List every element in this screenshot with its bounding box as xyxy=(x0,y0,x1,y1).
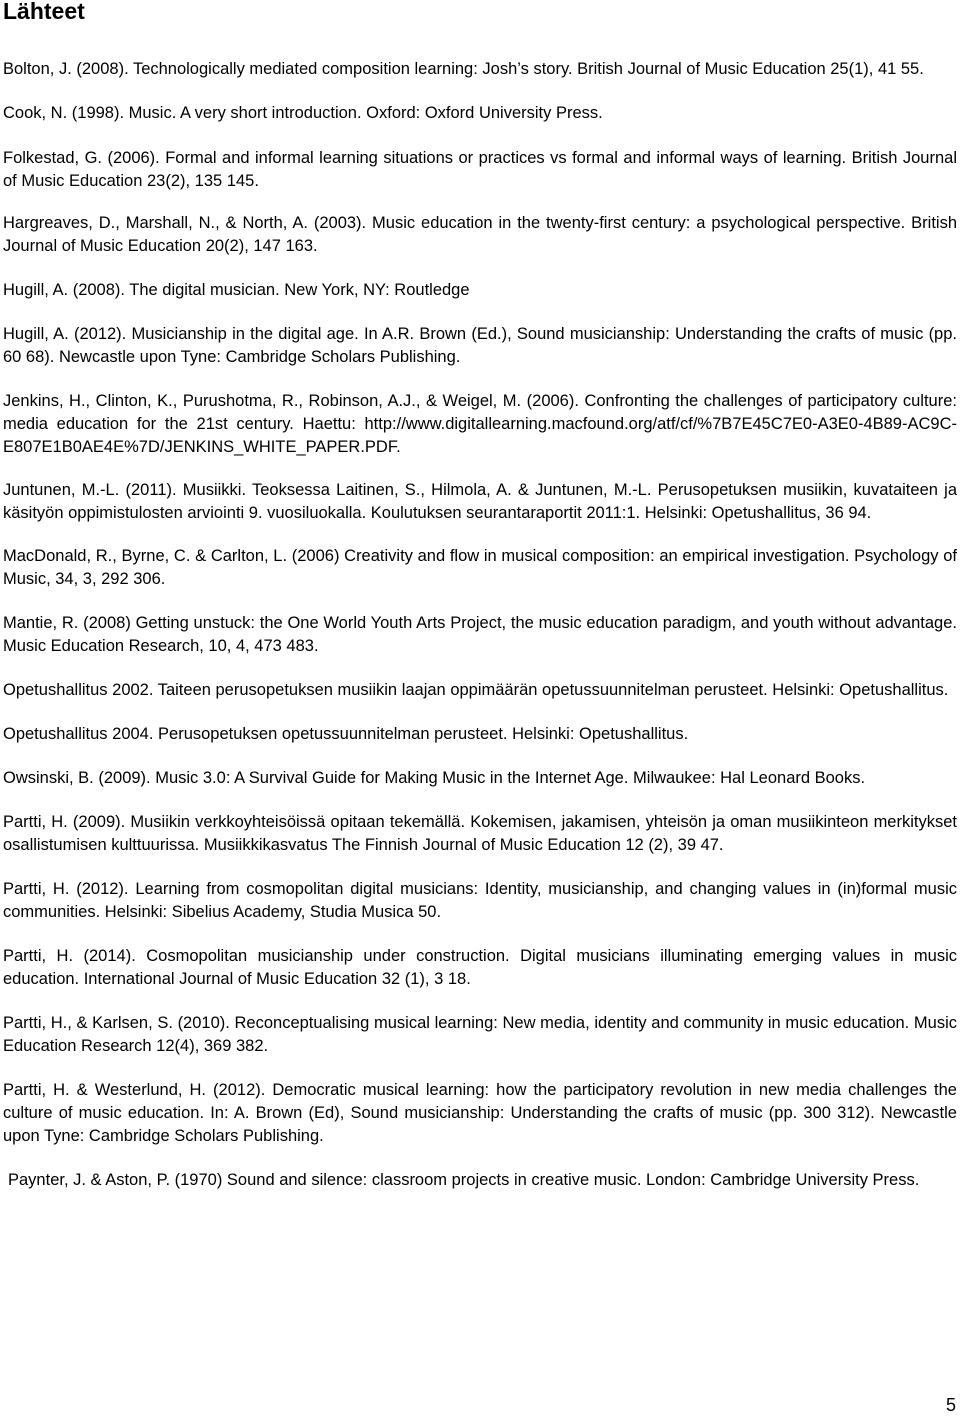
reference-item: Jenkins, H., Clinton, K., Purushotma, R., Robinson, A.J., & Weigel, M. (2006). Confronting the challenges of participatory culture: media education for the 21st century. Haettu: http://www.digitallearning.macfound.org/atf/cf/%7B7E45C7E0-A3E0-4B89-AC9C-E807E1B0AE4E%7D/JENKINS_WHITE_PAPER.PDF. xyxy=(3,392,957,456)
reference-item: Partti, H., & Karlsen, S. (2010). Reconceptualising musical learning: New media, identity and community in music education. Music Education Research 12(4), 369 382. xyxy=(3,1014,957,1055)
reference-item: Partti, H. (2009). Musiikin verkkoyhteisöissä opitaan tekemällä. Kokemisen, jakamisen, yhteisön ja oman musiikinteon merkitykset osallistumisen kulttuurissa. Musiikkikasvatus The Finnish Journal of Music Education 12 (2), 39 47. xyxy=(3,813,957,854)
reference-item: Partti, H. & Westerlund, H. (2012). Democratic musical learning: how the participatory revolution in new media challenges the culture of music education. In: A. Brown (Ed), Sound musicianship: Understanding the crafts of music (pp. 300 312). Newcastle upon Tyne: Cambridge Scholars Publishing. xyxy=(3,1081,957,1145)
reference-item: Hargreaves, D., Marshall, N., & North, A. (2003). Music education in the twenty-first century: a psychological perspective. British Journal of Music Education 20(2), 147 163. xyxy=(3,214,957,255)
reference-item: Partti, H. (2012). Learning from cosmopolitan digital musicians: Identity, musicianship, and changing values in (in)formal music communities. Helsinki: Sibelius Academy, Studia Musica 50. xyxy=(3,880,957,921)
reference-item: Opetushallitus 2002. Taiteen perusopetuksen musiikin laajan oppimäärän opetussuunnitelman perusteet. Helsinki: Opetushallitus. xyxy=(3,681,949,699)
reference-item: Hugill, A. (2008). The digital musician. New York, NY: Routledge xyxy=(3,281,470,299)
reference-item: Folkestad, G. (2006). Formal and informal learning situations or practices vs formal and informal ways of learning. British Journal of Music Education 23(2), 135 145. xyxy=(3,149,957,190)
reference-item: Owsinski, B. (2009). Music 3.0: A Survival Guide for Making Music in the Internet Age. Milwaukee: Hal Leonard Books. xyxy=(3,769,866,787)
page-title: Lähteet xyxy=(3,0,85,24)
page-number: 5 xyxy=(945,1395,956,1415)
reference-item: Mantie, R. (2008) Getting unstuck: the One World Youth Arts Project, the music education paradigm, and youth without advantage. Music Education Research, 10, 4, 473 483. xyxy=(3,614,957,655)
reference-item: Cook, N. (1998). Music. A very short introduction. Oxford: Oxford University Press. xyxy=(3,104,603,122)
reference-list xyxy=(3,58,957,1192)
reference-item: Paynter, J. & Aston, P. (1970) Sound and silence: classroom projects in creative music. London: Cambridge University Press. xyxy=(8,1171,920,1189)
reference-item: Partti, H. (2014). Cosmopolitan musicianship under construction. Digital musicians illuminating emerging values in music education. International Journal of Music Education 32 (1), 3 18. xyxy=(3,947,957,988)
reference-item: Hugill, A. (2012). Musicianship in the digital age. In A.R. Brown (Ed.), Sound musicianship: Understanding the crafts of music (pp. 60 68). Newcastle upon Tyne: Cambridge Scholars Publishing. xyxy=(3,325,957,366)
reference-item: Juntunen, M.-L. (2011). Musiikki. Teoksessa Laitinen, S., Hilmola, A. & Juntunen, M.-L. Perusopetuksen musiikin, kuvataiteen ja käsityön oppimistulosten arviointi 9. vuosiluokalla. Koulutuksen seurantaraportit 2011:1. Helsinki: Opetushallitus, 36 94. xyxy=(3,481,957,522)
reference-item: Bolton, J. (2008). Technologically mediated composition learning: Josh’s story. British Journal of Music Education 25(1), 41 55. xyxy=(3,60,924,78)
reference-item: MacDonald, R., Byrne, C. & Carlton, L. (2006) Creativity and flow in musical composition: an empirical investigation. Psychology of Music, 34, 3, 292 306. xyxy=(3,547,957,588)
reference-item: Opetushallitus 2004. Perusopetuksen opetussuunnitelman perusteet. Helsinki: Opetushallitus. xyxy=(3,725,689,743)
